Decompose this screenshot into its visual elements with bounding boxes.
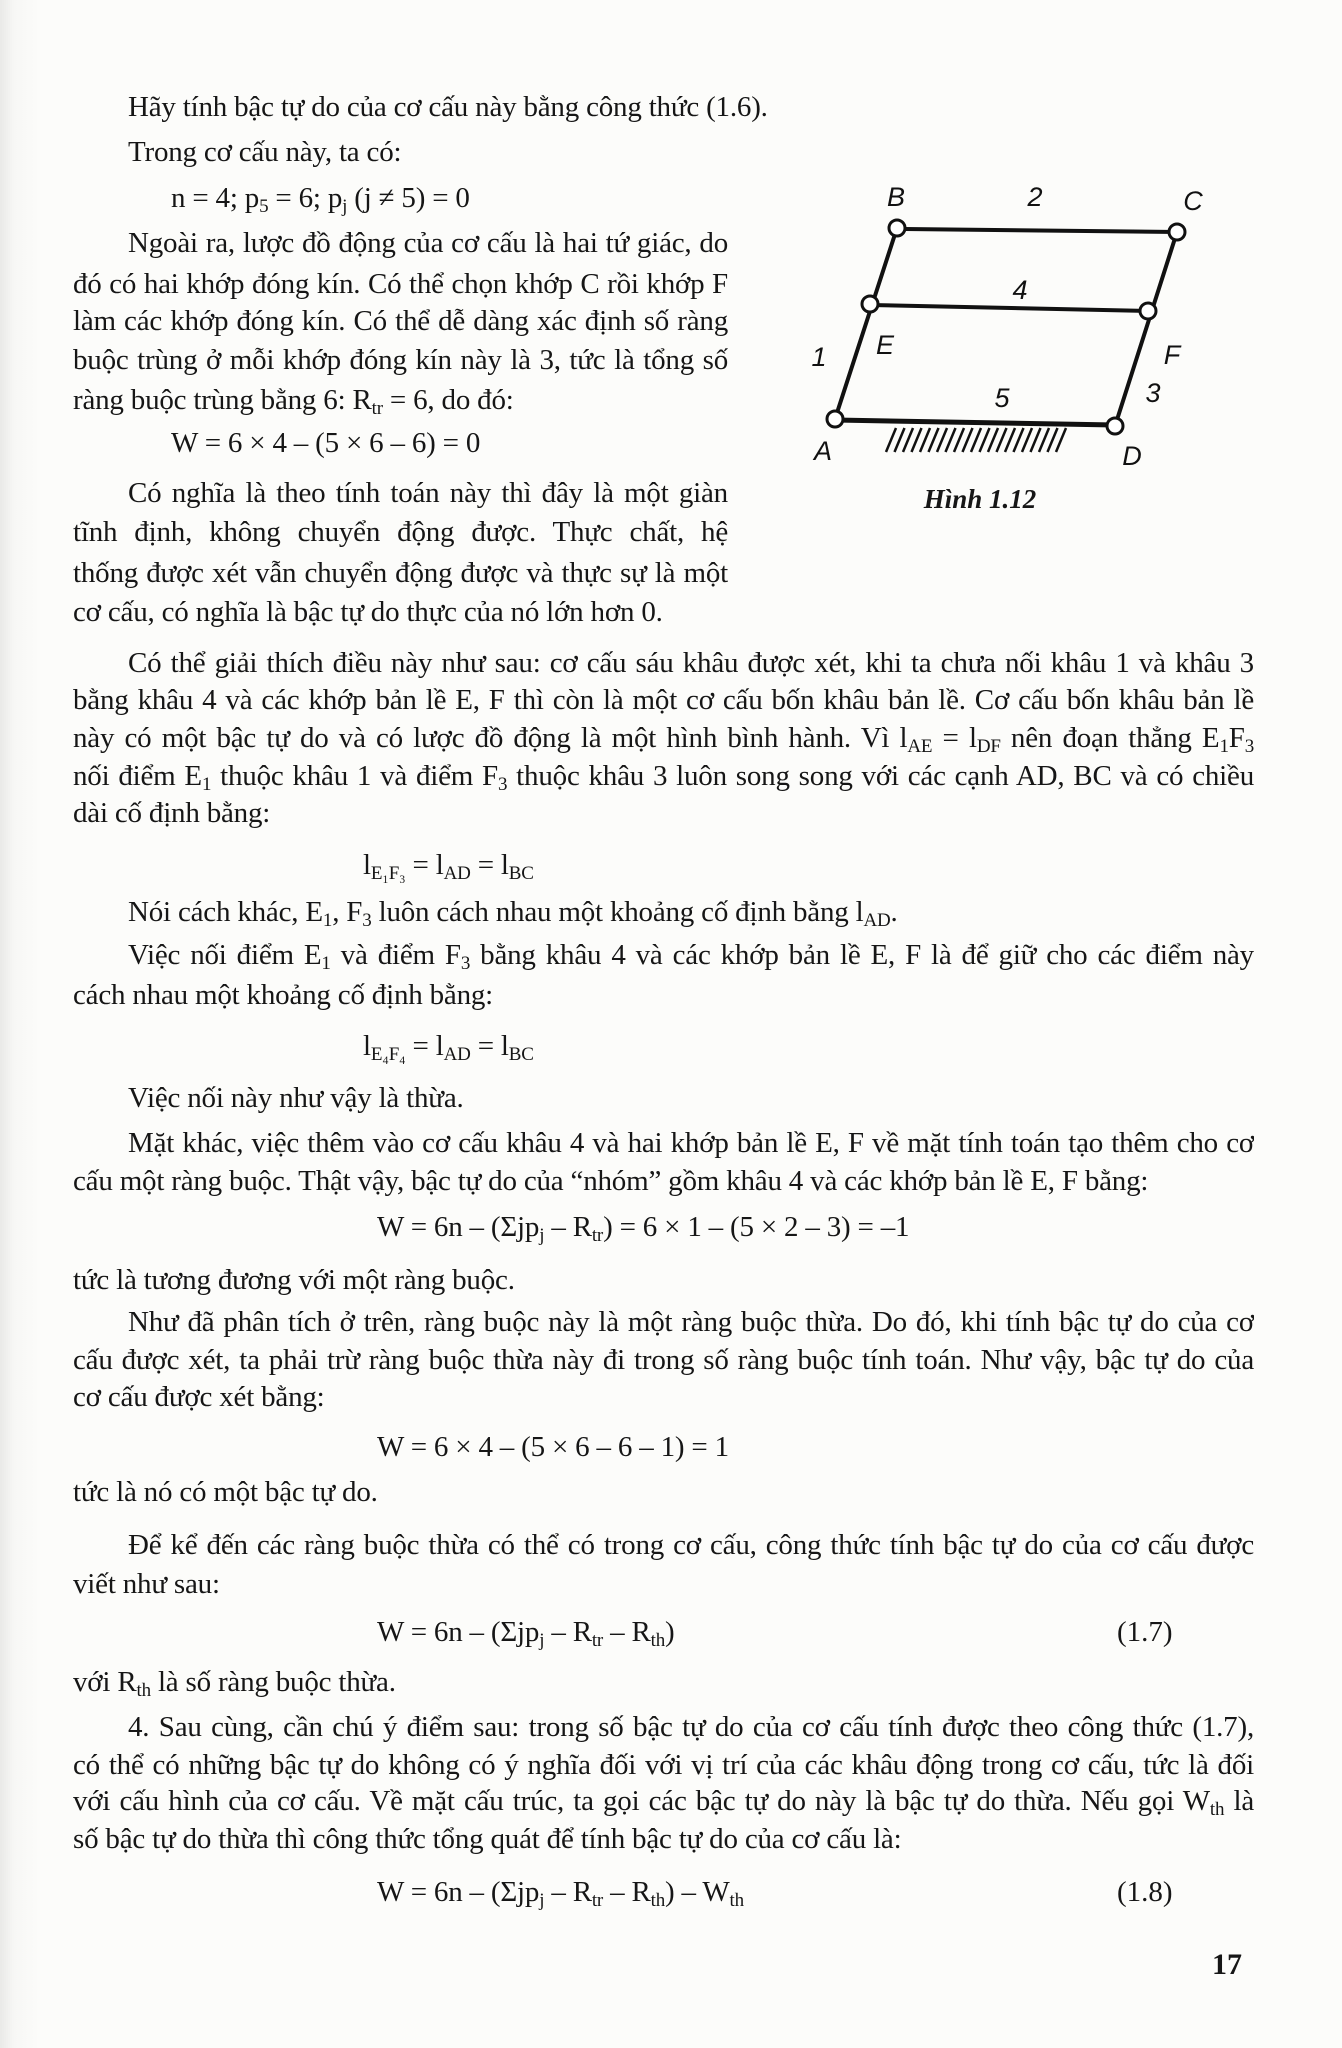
text-run: Hãy tính bậc tự do của cơ cấu này bằng công thức (1.6). (128, 91, 768, 123)
subscript: tr (371, 398, 383, 419)
text-line (73, 793, 270, 833)
text-run: = l (405, 1030, 444, 1062)
link-4 (870, 305, 1148, 311)
hatch-stroke (1014, 428, 1024, 452)
text-line (73, 1377, 325, 1417)
text-line (128, 643, 1254, 683)
hatch-stroke (954, 428, 964, 452)
text-run: ) (665, 1616, 675, 1648)
formula (377, 1207, 909, 1247)
joint-b (889, 220, 905, 236)
subscript: 1 (321, 953, 331, 974)
joint-d (1107, 418, 1123, 434)
text-run: W = 6 × 4 – (5 × 6 – 6) = 0 (171, 427, 481, 459)
hatch-stroke (929, 428, 939, 452)
subscript: tr (591, 1630, 604, 1651)
label-link-2: 2 (1027, 182, 1043, 212)
hatch-stroke (937, 428, 947, 452)
ground-hatch (886, 428, 1066, 452)
text-run: – R (603, 1876, 651, 1908)
subscript: BC (508, 863, 534, 884)
text-line (128, 1707, 1254, 1747)
page-number: 17 (1212, 1948, 1242, 1981)
link-5-ground (835, 420, 1115, 425)
text-line (73, 592, 663, 632)
text-line (73, 553, 728, 593)
label-link-5: 5 (994, 383, 1010, 413)
formula (171, 178, 470, 218)
text-line (73, 975, 493, 1015)
figure-caption: Hình 1.12 (923, 484, 1037, 514)
text-run: Việc nối điểm E (128, 939, 322, 971)
hatch-stroke (1022, 428, 1032, 452)
text-run: l (363, 1030, 371, 1062)
text-run: tức là nó có một bậc tự do. (73, 1476, 378, 1508)
label-link-3: 3 (1145, 378, 1161, 408)
hatch-stroke (886, 428, 896, 452)
text-line (128, 1302, 1254, 1342)
text-run: buộc trùng ở mỗi khớp đóng kín này là 3, tức là tổng số (73, 344, 728, 376)
text-run: Để kể đến các ràng buộc thừa có thể có trong cơ cấu, công thức tính bậc tự do của cơ cấu được (128, 1529, 1254, 1561)
hatch-stroke (1048, 428, 1058, 452)
hatch-stroke (903, 428, 913, 452)
text-run: thuộc khâu 3 luôn song song với các cạnh AD, BC và có chiều (507, 760, 1254, 792)
hatch-stroke (988, 428, 998, 452)
text-run: – R (544, 1616, 592, 1648)
text-run: F (1228, 722, 1245, 754)
subscript: 3 (1244, 736, 1254, 757)
text-run: là (1224, 1785, 1254, 1817)
hatch-stroke (920, 428, 930, 452)
joint-f (1140, 303, 1156, 319)
formula (377, 1872, 744, 1912)
text-line (73, 680, 1254, 720)
text-line (128, 892, 898, 932)
text-run: bằng khâu 4 và các khớp bản lề E, F thì còn là một cơ cấu bốn khâu bản lề. Cơ cấu bốn khâu bản lề (73, 684, 1254, 716)
subscript: 1 (201, 774, 212, 795)
text-line (73, 380, 514, 420)
text-run: thuộc khâu 1 và điểm F (211, 760, 498, 792)
subscript: th (1209, 1799, 1225, 1820)
text-line (128, 1123, 1254, 1163)
text-line (128, 473, 728, 513)
text-line (128, 223, 728, 263)
text-run: luôn cách nhau một khoảng cố định bằng l (371, 896, 864, 928)
text-run: làm các khớp đóng kín. Có thể dễ dàng xác định số ràng (73, 305, 728, 337)
formula (377, 1427, 729, 1467)
subscript: AD (443, 863, 471, 884)
text-run: số bậc tự do thừa thì công thức tổng quát để tính bậc tự do của cơ cấu là: (73, 1823, 902, 1855)
subscript: E₄F₄ (370, 1044, 406, 1065)
subscript: j (342, 196, 348, 217)
hatch-stroke (997, 428, 1007, 452)
formula (363, 845, 534, 885)
text-run: = l (470, 1030, 509, 1062)
hatch-stroke (912, 428, 922, 452)
text-run: ) – W (665, 1876, 730, 1908)
label-link-1: 1 (811, 342, 827, 372)
text-line (73, 512, 728, 552)
text-run: , F (332, 896, 363, 928)
formula (363, 1026, 534, 1066)
text-run: . (890, 896, 898, 928)
formula (377, 1612, 674, 1652)
text-run: W = 6n – (Σjp (377, 1616, 540, 1648)
mechanism-figure-1-12 (790, 160, 1210, 530)
label-e: E (875, 330, 895, 360)
text-run: dài cố định bằng: (73, 797, 271, 829)
subscript: tr (591, 1225, 604, 1246)
text-run: = 6, do đó: (382, 384, 514, 416)
text-run: cấu được xét, ta phải trừ ràng buộc thừa này đi trong số ràng buộc tính toán. Như vậy, bậc tự do của (73, 1344, 1254, 1376)
label-d: D (1122, 441, 1142, 471)
text-line (73, 1260, 515, 1300)
text-line (73, 1340, 1254, 1380)
text-run: viết như sau: (73, 1568, 220, 1600)
text-run: và điểm F (330, 939, 461, 971)
subscript: 5 (259, 196, 269, 217)
hatch-stroke (1031, 428, 1041, 452)
formula (171, 423, 480, 463)
label-c: C (1183, 186, 1203, 216)
subscript: tr (591, 1890, 604, 1911)
text-line (128, 935, 1254, 975)
subscript: 1 (1219, 736, 1229, 757)
equation-number: (1.8) (1117, 1876, 1173, 1908)
hatch-stroke (1039, 428, 1049, 452)
hatch-stroke (971, 428, 981, 452)
hatch-stroke (895, 428, 905, 452)
link-1 (835, 228, 897, 419)
text-line (73, 756, 1254, 796)
text-line (73, 1564, 220, 1604)
text-run: W = 6n – (Σjp (377, 1211, 540, 1243)
text-line (128, 132, 401, 172)
text-run: thống được xét vẫn chuyển động được và thực sự là một (73, 557, 728, 589)
text-run: với R (73, 1666, 137, 1698)
hatch-stroke (963, 428, 973, 452)
text-run: (j ≠ 5) = 0 (347, 182, 470, 214)
subscript: DF (976, 736, 1001, 757)
text-run: nên đoạn thẳng E (1000, 722, 1220, 754)
subscript: 3 (497, 774, 508, 795)
subscript: AD (863, 910, 891, 931)
hatch-stroke (1005, 428, 1015, 452)
text-line (73, 1472, 378, 1512)
text-run: ràng buộc trùng bằng 6: R (73, 384, 372, 416)
text-run: đó có hai khớp đóng kín. Có thể chọn khớp C rồi khớp F (73, 268, 728, 300)
text-run: Nói cách khác, E (128, 896, 323, 928)
subscript: j (539, 1225, 545, 1246)
subscript: AE (907, 736, 933, 757)
text-run: Mặt khác, việc thêm vào cơ cấu khâu 4 và hai khớp bản lề E, F về mặt tính toán tạo thêm cho cơ (128, 1127, 1254, 1159)
text-run: bằng khâu 4 và các khớp bản lề E, F là để giữ cho các điểm này (470, 939, 1254, 971)
text-line (73, 264, 728, 304)
subscript: j (539, 1890, 545, 1911)
text-run: này có một bậc tự do và có lược đồ động là một hình bình hành. Vì l (73, 722, 908, 754)
text-run: là số ràng buộc thừa. (150, 1666, 396, 1698)
text-run: – R (544, 1876, 592, 1908)
equation-number: (1.7) (1117, 1616, 1173, 1648)
text-run: Trong cơ cấu này, ta có: (128, 136, 402, 168)
text-run: có thể có những bậc tự do không có ý nghĩa đối với vị trí của các khâu động trong cơ cấu, tức là đối (73, 1749, 1254, 1781)
link-2 (905, 229, 1177, 232)
subscript: 1 (322, 910, 333, 931)
text-line (128, 1078, 464, 1118)
text-line (73, 1662, 396, 1702)
subscript: AD (443, 1044, 471, 1065)
text-run: ) = 6 × 1 – (5 × 2 – 3) = –1 (603, 1211, 910, 1243)
text-run: Ngoài ra, lược đồ động của cơ cấu là hai tứ giác, do (128, 227, 728, 259)
text-line (73, 718, 1254, 758)
hatch-stroke (980, 428, 990, 452)
text-run: tĩnh định, không chuyển động được. Thực chất, hệ (73, 516, 728, 548)
text-run: Như đã phân tích ở trên, ràng buộc này là một ràng buộc thừa. Do đó, khi tính bậc tự do của cơ (128, 1306, 1254, 1338)
text-run: với cấu hình của cơ cấu. Về mặt cấu trúc, ta gọi các bậc tự do này là bậc tự do thừa. Nếu gọi W (73, 1785, 1210, 1817)
subscript: BC (508, 1044, 534, 1065)
text-run: l (363, 849, 371, 881)
joint-a (827, 411, 843, 427)
hatch-stroke (1056, 428, 1066, 452)
subscript: E₁F₃ (370, 863, 406, 884)
subscript: th (729, 1890, 744, 1911)
text-run: = 6; p (268, 182, 343, 214)
text-run: cơ cấu được xét bằng: (73, 1381, 325, 1413)
text-run: Việc nối này như vậy là thừa. (128, 1082, 464, 1114)
text-run: cấu một ràng buộc. Thật vậy, bậc tự do của “nhóm” gồm khâu 4 và các khớp bản lề E, F bằng: (73, 1165, 1149, 1197)
text-run: Có nghĩa là theo tính toán này thì đây là một giàn (128, 477, 728, 509)
hatch-stroke (946, 428, 956, 452)
text-run: nối điểm E (73, 760, 202, 792)
text-run: – R (544, 1211, 592, 1243)
joint-c (1169, 224, 1185, 240)
label-f: F (1163, 340, 1181, 370)
label-b: B (886, 182, 906, 212)
subscript: 3 (362, 910, 372, 931)
text-run: – R (603, 1616, 651, 1648)
text-line (128, 1525, 1254, 1565)
text-run: = l (405, 849, 444, 881)
subscript: 3 (460, 953, 471, 974)
text-line (73, 1161, 1148, 1201)
text-line (73, 340, 728, 380)
text-run: n = 4; p (171, 182, 260, 214)
text-run: W = 6 × 4 – (5 × 6 – 6 – 1) = 1 (377, 1431, 729, 1463)
subscript: th (650, 1890, 665, 1911)
text-run: 4. Sau cùng, cần chú ý điểm sau: trong số bậc tự do của cơ cấu tính được theo công thức (1.7), (128, 1711, 1254, 1743)
text-line (73, 1781, 1254, 1821)
text-line (73, 1745, 1254, 1785)
text-line (73, 301, 728, 341)
text-run: cơ cấu, có nghĩa là bậc tự do thực của nó lớn hơn 0. (73, 596, 663, 628)
text-line (128, 87, 768, 127)
subscript: th (650, 1630, 665, 1651)
text-run: Có thể giải thích điều này như sau: cơ cấu sáu khâu được xét, khi ta chưa nối khâu 1 và khâu 3 (128, 647, 1254, 679)
text-run: W = 6n – (Σjp (377, 1876, 540, 1908)
text-line (73, 1819, 901, 1859)
joint-e (862, 296, 878, 312)
subscript: j (539, 1630, 545, 1651)
text-run: tức là tương đương với một ràng buộc. (73, 1264, 515, 1296)
label-a: A (813, 436, 833, 466)
text-run: cách nhau một khoảng cố định bằng: (73, 979, 494, 1011)
label-link-4: 4 (1012, 275, 1028, 305)
subscript: th (136, 1680, 151, 1701)
text-run: = l (470, 849, 509, 881)
text-run: = l (932, 722, 977, 754)
